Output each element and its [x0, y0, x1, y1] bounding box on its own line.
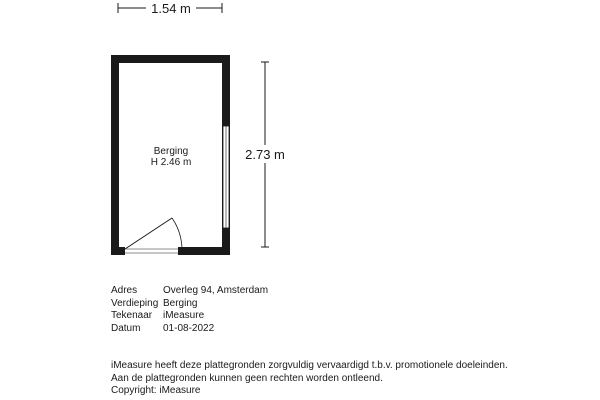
door-leaf [125, 218, 172, 249]
door [121, 218, 182, 255]
height-dimension-label: 2.73 m [245, 147, 285, 162]
info-label: Adres [111, 285, 138, 296]
disclaimer [111, 360, 508, 398]
plan-info [111, 285, 268, 335]
info-value: Berging [163, 297, 198, 309]
height-dimension [240, 62, 290, 247]
width-dimension [118, 0, 222, 16]
info-label: Verdieping [111, 297, 159, 309]
info-label: Tekenaar [111, 310, 153, 321]
info-label: Datum [111, 322, 141, 334]
door-jamb-right [178, 247, 182, 255]
room-height: H 2.46 m [150, 157, 192, 168]
width-dimension-label: 1.54 m [151, 1, 191, 16]
wall-top [111, 55, 230, 63]
info-value: 01-08-2022 [163, 322, 215, 334]
window [223, 126, 229, 228]
info-row-drafter [111, 310, 268, 323]
door-opening [121, 247, 182, 255]
info-value: iMeasure [163, 310, 205, 321]
info-row-address [111, 285, 268, 298]
copyright: Copyright: iMeasure [111, 385, 201, 396]
info-row-date [111, 323, 268, 336]
wall-left [111, 55, 119, 255]
info-value: Overleg 94, Amsterdam [163, 285, 269, 296]
room-name: Berging [153, 146, 189, 157]
disclaimer-line: Aan de plattegronden kunnen geen rechten worden ontleend. [111, 372, 383, 384]
door-swing-arc [172, 218, 182, 249]
door-jamb-left [121, 247, 125, 255]
disclaimer-line: iMeasure heeft deze plattegronden zorgvuldig vervaardigd t.b.v. promotionele doeleinden. [111, 360, 508, 371]
info-row-floor [111, 298, 268, 311]
